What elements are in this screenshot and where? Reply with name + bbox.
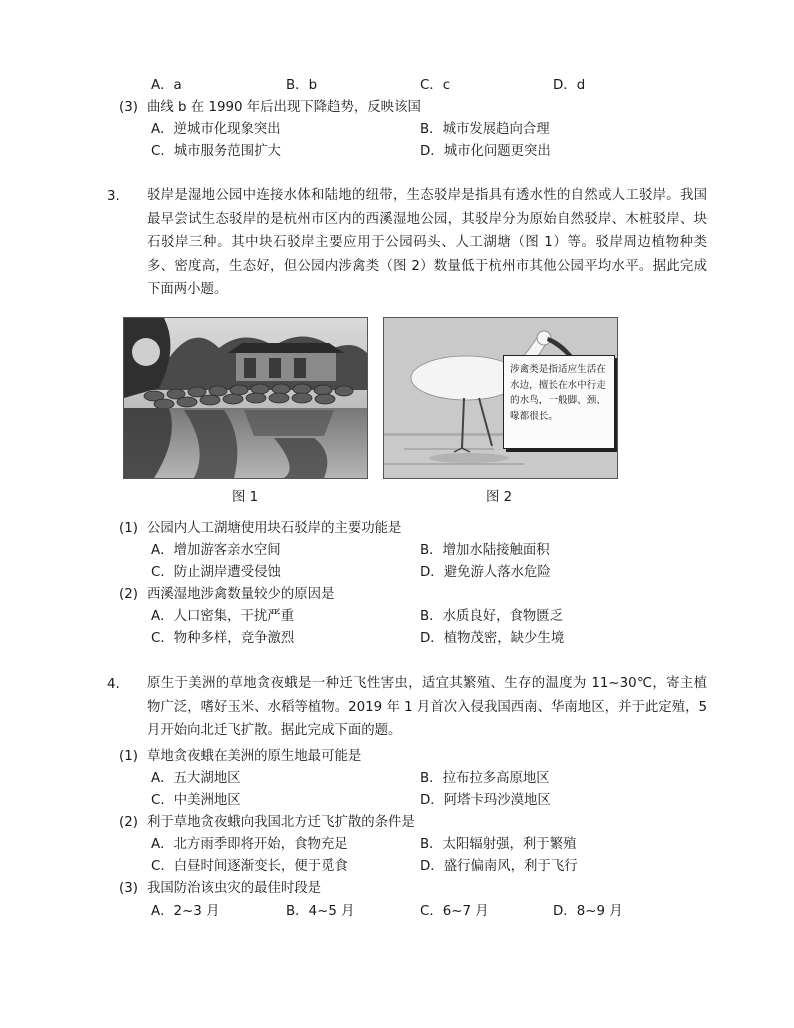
subquestion-stem: 公园内人工湖塘使用块石驳岸的主要功能是	[147, 521, 402, 536]
subquestion-number: (3)	[119, 100, 138, 115]
subquestion-stem: 我国防治该虫灾的最佳时段是	[147, 881, 322, 896]
option-d: D．避免游人落水危险	[420, 565, 551, 580]
figure-1-caption: 图 1	[232, 490, 259, 505]
subquestion-stem: 曲线 b 在 1990 年后出现下降趋势，反映该国	[147, 100, 421, 115]
figure-2-photo	[383, 317, 618, 479]
option-c: C．物种多样，竞争激烈	[151, 631, 295, 646]
option-b: B．水质良好，食物匮乏	[420, 609, 564, 624]
question-passage: 原生于美洲的草地贪夜蛾是一种迁飞性害虫，适宜其繁殖、生存的温度为 11~30℃，寄主植物广泛，嗜好玉米、水稻等植物。2019 年 1 月首次入侵我国西南、华南地区，并于此定殖，5 月开始向北迁飞扩散。据此完成下面的题。	[147, 676, 707, 738]
figure-1-photo	[123, 317, 368, 479]
option-d: D．8~9 月	[553, 904, 623, 919]
option-c: C．6~7 月	[420, 904, 489, 919]
subquestion-stem: 西溪湿地涉禽数量较少的原因是	[147, 587, 335, 602]
option-d: D．盛行偏南风，利于飞行	[420, 859, 578, 874]
option-d: D．城市化问题更突出	[420, 144, 551, 159]
option-a: A．增加游客亲水空间	[151, 543, 281, 558]
option-b: B．4~5 月	[286, 904, 355, 919]
option-d: D．阿塔卡玛沙漠地区	[420, 793, 551, 808]
option-b: B．增加水陆接触面积	[420, 543, 550, 558]
option-c: C．城市服务范围扩大	[151, 144, 281, 159]
option-a: A．北方雨季即将开始，食物充足	[151, 837, 348, 852]
option-a: A．a	[151, 78, 182, 93]
figure-2-caption: 图 2	[486, 490, 513, 505]
option-d: D．d	[553, 78, 586, 93]
option-a: A．五大湖地区	[151, 771, 241, 786]
question-number: 3.	[107, 189, 120, 204]
subquestion-number: (3)	[119, 881, 138, 896]
subquestion-number: (2)	[119, 815, 138, 830]
subquestion-number: (1)	[119, 521, 138, 536]
option-c: C．防止湖岸遭受侵蚀	[151, 565, 281, 580]
subquestion-number: (1)	[119, 749, 138, 764]
option-b: B．拉布拉多高原地区	[420, 771, 550, 786]
option-a: A．2~3 月	[151, 904, 220, 919]
subquestion-stem: 利于草地贪夜蛾向我国北方迁飞扩散的条件是	[147, 815, 415, 830]
question-number: 4.	[107, 677, 120, 692]
option-c: C．中美洲地区	[151, 793, 241, 808]
option-a: A．人口密集，干扰严重	[151, 609, 295, 624]
subquestion-stem: 草地贪夜蛾在美洲的原生地最可能是	[147, 749, 362, 764]
question-passage: 驳岸是湿地公园中连接水体和陆地的纽带，生态驳岸是指具有透水性的自然或人工驳岸。我国最早尝试生态驳岸的是杭州市区内的西溪湿地公园，其驳岸分为原始自然驳岸、木桩驳岸、块石驳岸三种。其中块石驳岸主要应用于公园码头、人工湖塘（图 1）等。驳岸周边植物种类多、密度高，生态好，但公园内涉禽类（图 2）数量低于杭州市其他公园平均水平。据此完成下面两小题。	[147, 188, 707, 297]
option-c: C．白昼时间逐渐变长，便于觅食	[151, 859, 348, 874]
option-c: C．c	[420, 78, 451, 93]
option-b: B．b	[286, 78, 318, 93]
option-d: D．植物茂密，缺少生境	[420, 631, 565, 646]
option-b: B．城市发展趋向合理	[420, 122, 550, 137]
option-a: A．逆城市化现象突出	[151, 122, 281, 137]
subquestion-number: (2)	[119, 587, 138, 602]
option-b: B．太阳辐射强，利于繁殖	[420, 837, 577, 852]
figure-2-note: 涉禽类是指适应生活在水边，擅长在水中行走的水鸟，一般脚、颈、喙都很长。	[503, 355, 615, 449]
